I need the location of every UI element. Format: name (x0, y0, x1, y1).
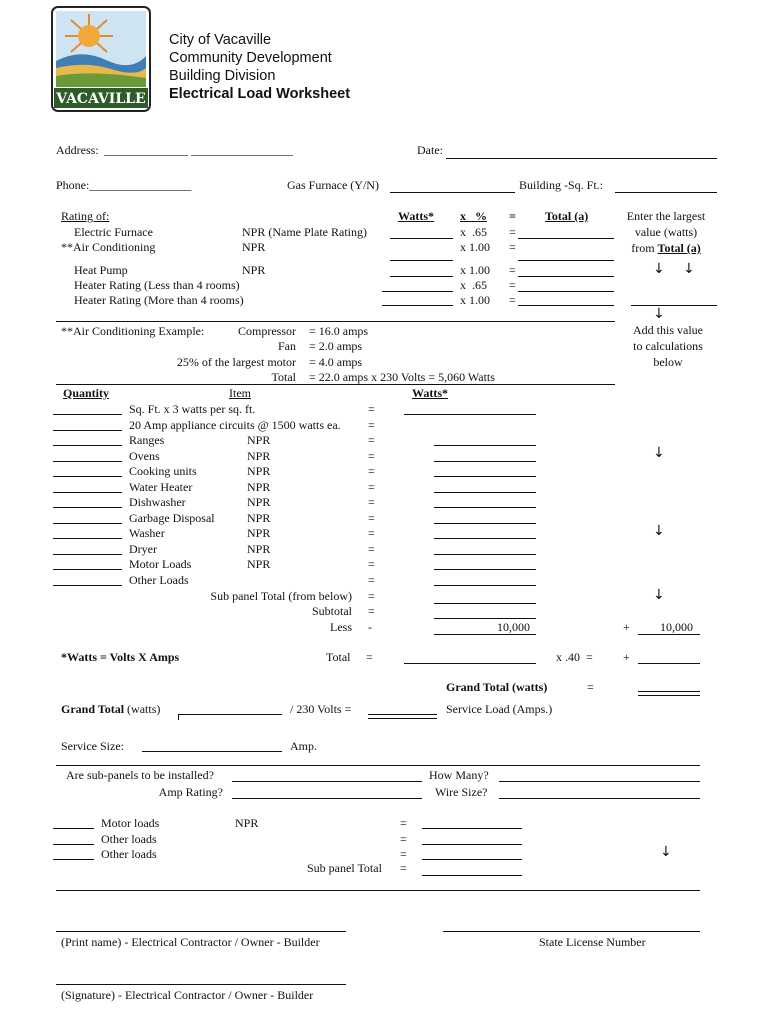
total-a-field[interactable] (518, 305, 614, 306)
sub-panel-total-label: Sub panel Total (307, 861, 382, 875)
right-value-underline (638, 634, 700, 635)
arrow-down-icon: ↓ (653, 306, 665, 322)
multiplier: x 1.00 (460, 263, 490, 277)
x40-result-field[interactable] (638, 663, 700, 664)
quantity-field[interactable] (53, 554, 122, 555)
right-value: 10,000 (660, 620, 693, 634)
arrow-down-icon: ↓ (653, 523, 665, 539)
total-a-field[interactable] (518, 291, 614, 292)
arrow-down-icon: ↓ (653, 587, 665, 603)
item-label: Ovens (129, 449, 160, 463)
address-field[interactable]: ______________ _________________ (104, 143, 293, 157)
equals-sign: = (368, 526, 375, 540)
npr-label: NPR (242, 263, 266, 277)
subpanel-watts-field[interactable] (422, 828, 522, 829)
subpanel-item-label: Other loads (101, 847, 157, 861)
watts-field-heater-more[interactable] (382, 305, 453, 306)
date-field[interactable] (446, 158, 717, 159)
equals-sign: = (368, 418, 375, 432)
page-title: Electrical Load Worksheet (169, 86, 351, 102)
equals-sign: = (509, 278, 516, 292)
ac-example-label: **Air Conditioning Example: (61, 324, 205, 338)
item-label: Other Loads (129, 573, 189, 587)
subpanel-watts-field[interactable] (422, 859, 522, 860)
less-label: Less (330, 620, 352, 634)
npr-label: NPR (247, 511, 271, 525)
ac-example-value: = 2.0 amps (309, 339, 363, 353)
divider (56, 765, 700, 766)
percent-header: x % (460, 209, 487, 223)
largest-value-field[interactable] (631, 305, 717, 306)
item-label: Cooking units (129, 464, 197, 478)
heat-pump-label: Heat Pump (74, 263, 128, 277)
header-division: Building Division (169, 68, 276, 84)
total-a-field[interactable] (518, 260, 614, 261)
total-a-field[interactable] (518, 238, 614, 239)
equals-sign: = (400, 816, 407, 830)
watts-field[interactable] (434, 476, 536, 477)
arrow-down-icon: ↓ (653, 445, 665, 461)
divide-230-label: / 230 Volts = (290, 702, 352, 716)
equals-sign: = (368, 573, 375, 587)
quantity-field[interactable] (53, 430, 122, 431)
watts-field[interactable] (434, 554, 536, 555)
quantity-field[interactable] (53, 476, 122, 477)
watts-note: *Watts = Volts X Amps (61, 650, 180, 664)
item-label: 20 Amp appliance circuits @ 1500 watts ea. (129, 418, 341, 432)
watts-field[interactable] (434, 461, 536, 462)
equals-sign: = (587, 680, 594, 694)
ac-example-value: = 22.0 amps x 230 Volts = 5,060 Watts (309, 370, 495, 384)
minus-sign: - (368, 620, 372, 634)
subpanels-question: Are sub-panels to be installed? (66, 768, 214, 782)
add-note-line: Add this value (633, 323, 703, 337)
svg-text:VACAVILLE: VACAVILLE (56, 91, 146, 107)
heater-more-label: Heater Rating (More than 4 rooms) (74, 293, 244, 307)
divider (56, 890, 700, 891)
grand-total-field[interactable] (178, 714, 282, 715)
subtotal-label: Subtotal (311, 604, 352, 618)
item-label: Ranges (129, 433, 165, 447)
arrow-down-icon: ↓ (653, 261, 665, 277)
item-label: Sq. Ft. x 3 watts per sq. ft. (129, 402, 256, 416)
quantity-field[interactable] (53, 445, 122, 446)
grand-total-watts-field[interactable] (638, 691, 700, 692)
equals-sign: = (509, 293, 516, 307)
arrow-down-icon: ↓ (683, 261, 695, 277)
watts-field-air-conditioning[interactable] (390, 260, 453, 261)
add-note-line: below (653, 355, 683, 369)
air-conditioning-label: **Air Conditioning (61, 240, 156, 254)
item-label: Motor Loads (129, 557, 192, 571)
subpanel-quantity-field[interactable] (53, 859, 94, 860)
item-label: Dishwasher (129, 495, 186, 509)
double-underline (638, 695, 700, 696)
amp-label: Amp. (290, 739, 317, 753)
equals-sign: = (509, 240, 516, 254)
electric-furnace-label: Electric Furnace (74, 225, 153, 239)
quantity-field[interactable] (53, 461, 122, 462)
amp-rating-field[interactable] (232, 798, 422, 799)
service-load-field[interactable] (368, 714, 437, 715)
subpanels-field[interactable] (232, 781, 422, 782)
npr-nameplate-label: NPR (Name Plate Rating) (242, 225, 367, 239)
subpanel-total-label: Sub panel Total (from below) (210, 589, 352, 603)
field-tick (178, 714, 179, 720)
signature-label: (Signature) - Electrical Contractor / Owner - Builder (61, 988, 314, 1002)
quantity-field[interactable] (53, 569, 122, 570)
multiplier: x 1.00 (460, 240, 490, 254)
rating-title: Rating of: (61, 209, 110, 223)
equals-sign: = (368, 449, 375, 463)
sub-panel-total-field[interactable] (422, 875, 522, 876)
date-label: Date: (417, 143, 443, 157)
subpanel-total-field[interactable] (434, 603, 536, 604)
equals-sign: = (368, 402, 375, 416)
heater-less-label: Heater Rating (Less than 4 rooms) (74, 278, 240, 292)
equals-sign: = (368, 495, 375, 509)
building-sqft-label: Building -Sq. Ft.: (519, 178, 604, 192)
state-license-field[interactable] (443, 931, 700, 932)
side-note-line: value (watts) (634, 225, 698, 239)
subtotal-field[interactable] (434, 618, 536, 619)
subpanel-item-label: Motor loads (101, 816, 160, 830)
watts-field[interactable] (434, 523, 536, 524)
equals-sign: = (368, 464, 375, 478)
less-value: 10,000 (497, 620, 530, 634)
watts-header: Watts* (412, 386, 448, 400)
side-note-line: from Total (a) (631, 241, 701, 255)
multiplier: x .65 (460, 225, 487, 239)
npr-label: NPR (247, 433, 271, 447)
print-name-field[interactable] (56, 931, 346, 932)
total-a-header: Total (a) (545, 209, 589, 223)
header-dept: Community Development (169, 50, 332, 66)
watts-field[interactable] (434, 445, 536, 446)
city-logo (51, 6, 151, 112)
building-sqft-field[interactable] (615, 192, 717, 193)
equals-sign: = (509, 209, 516, 223)
service-size-field[interactable] (142, 751, 282, 752)
quantity-field[interactable] (53, 492, 122, 493)
npr-label: NPR (242, 240, 266, 254)
equals-sign: = (368, 589, 375, 603)
npr-label: NPR (247, 495, 271, 509)
ac-example-item: Fan (278, 339, 296, 353)
quantity-field[interactable] (53, 538, 122, 539)
equals-sign: = (368, 511, 375, 525)
plus-sign: + (623, 650, 630, 664)
item-label: Washer (129, 526, 165, 540)
quantity-field[interactable] (53, 523, 122, 524)
header-city: City of Vacaville (169, 32, 272, 48)
watts-field[interactable] (404, 414, 536, 415)
quantity-header: Quantity (63, 386, 110, 400)
ac-example-item: Total (271, 370, 296, 384)
watts-field-heat-pump[interactable] (390, 276, 453, 277)
equals-sign: = (368, 542, 375, 556)
total-field[interactable] (404, 663, 536, 664)
wire-size-field[interactable] (499, 798, 700, 799)
gas-furnace-label: Gas Furnace (Y/N) (287, 178, 379, 192)
ac-example-item: Compressor (238, 324, 296, 338)
watts-field[interactable] (434, 538, 536, 539)
total-label: Total (326, 650, 351, 664)
address-label: Address: (56, 143, 99, 157)
equals-sign: = (400, 861, 407, 875)
npr-label: NPR (247, 464, 271, 478)
npr-label: NPR (247, 542, 271, 556)
watts-field[interactable] (434, 585, 536, 586)
equals-sign: = (368, 604, 375, 618)
npr-label: NPR (247, 557, 271, 571)
amp-rating-label: Amp Rating? (158, 785, 223, 799)
service-size-label: Service Size: (61, 739, 124, 753)
npr-label: NPR (247, 449, 271, 463)
less-value-underline (434, 634, 536, 635)
signature-field[interactable] (56, 984, 346, 985)
total-a-field[interactable] (518, 276, 614, 277)
equals-sign: = (400, 832, 407, 846)
how-many-field[interactable] (499, 781, 700, 782)
quantity-field[interactable] (53, 585, 122, 586)
npr-label: NPR (247, 480, 271, 494)
state-license-label: State License Number (539, 935, 646, 949)
grand-total-watts-label: Grand Total (watts) (446, 680, 548, 694)
npr-label: NPR (247, 526, 271, 540)
multiplier: x 1.00 (460, 293, 490, 307)
wire-size-label: Wire Size? (435, 785, 488, 799)
npr-label: NPR (235, 816, 259, 830)
item-label: Dryer (129, 542, 157, 556)
side-note-line: Enter the largest (626, 209, 706, 223)
ac-example-value: = 4.0 amps (309, 355, 363, 369)
multiplier: x .65 (460, 278, 487, 292)
equals-sign: = (509, 263, 516, 277)
x40-label: x .40 = (556, 650, 593, 664)
subpanel-quantity-field[interactable] (53, 828, 94, 829)
divider (56, 384, 615, 385)
subpanel-watts-field[interactable] (422, 844, 522, 845)
watts-field[interactable] (434, 569, 536, 570)
item-label: Water Heater (129, 480, 193, 494)
watts-field-electric-furnace[interactable] (390, 238, 453, 239)
item-header: Item (229, 386, 251, 400)
watts-field-heater-less[interactable] (382, 291, 453, 292)
how-many-label: How Many? (429, 768, 489, 782)
gas-furnace-field[interactable] (390, 192, 515, 193)
watts-header: Watts* (398, 209, 434, 223)
item-label: Garbage Disposal (129, 511, 215, 525)
equals-sign: = (366, 650, 373, 664)
plus-sign: + (623, 620, 630, 634)
equals-sign: = (400, 847, 407, 861)
equals-sign: = (509, 225, 516, 239)
equals-sign: = (368, 480, 375, 494)
double-underline (368, 718, 437, 719)
divider (56, 321, 615, 322)
grand-total-label: Grand Total (watts) (61, 702, 161, 716)
subpanel-quantity-field[interactable] (53, 844, 94, 845)
add-note-line: to calculations (633, 339, 703, 353)
equals-sign: = (368, 433, 375, 447)
service-load-label: Service Load (Amps.) (446, 702, 553, 716)
ac-example-item: 25% of the largest motor (176, 355, 296, 369)
watts-field[interactable] (434, 507, 536, 508)
equals-sign: = (368, 557, 375, 571)
quantity-field[interactable] (53, 507, 122, 508)
ac-example-value: = 16.0 amps (309, 324, 369, 338)
watts-field[interactable] (434, 492, 536, 493)
quantity-field[interactable] (53, 414, 122, 415)
arrow-down-icon: ↓ (660, 844, 672, 860)
phone-field[interactable]: Phone:_________________ (56, 178, 192, 192)
print-name-label: (Print name) - Electrical Contractor / Owner - Builder (61, 935, 320, 949)
subpanel-item-label: Other loads (101, 832, 157, 846)
